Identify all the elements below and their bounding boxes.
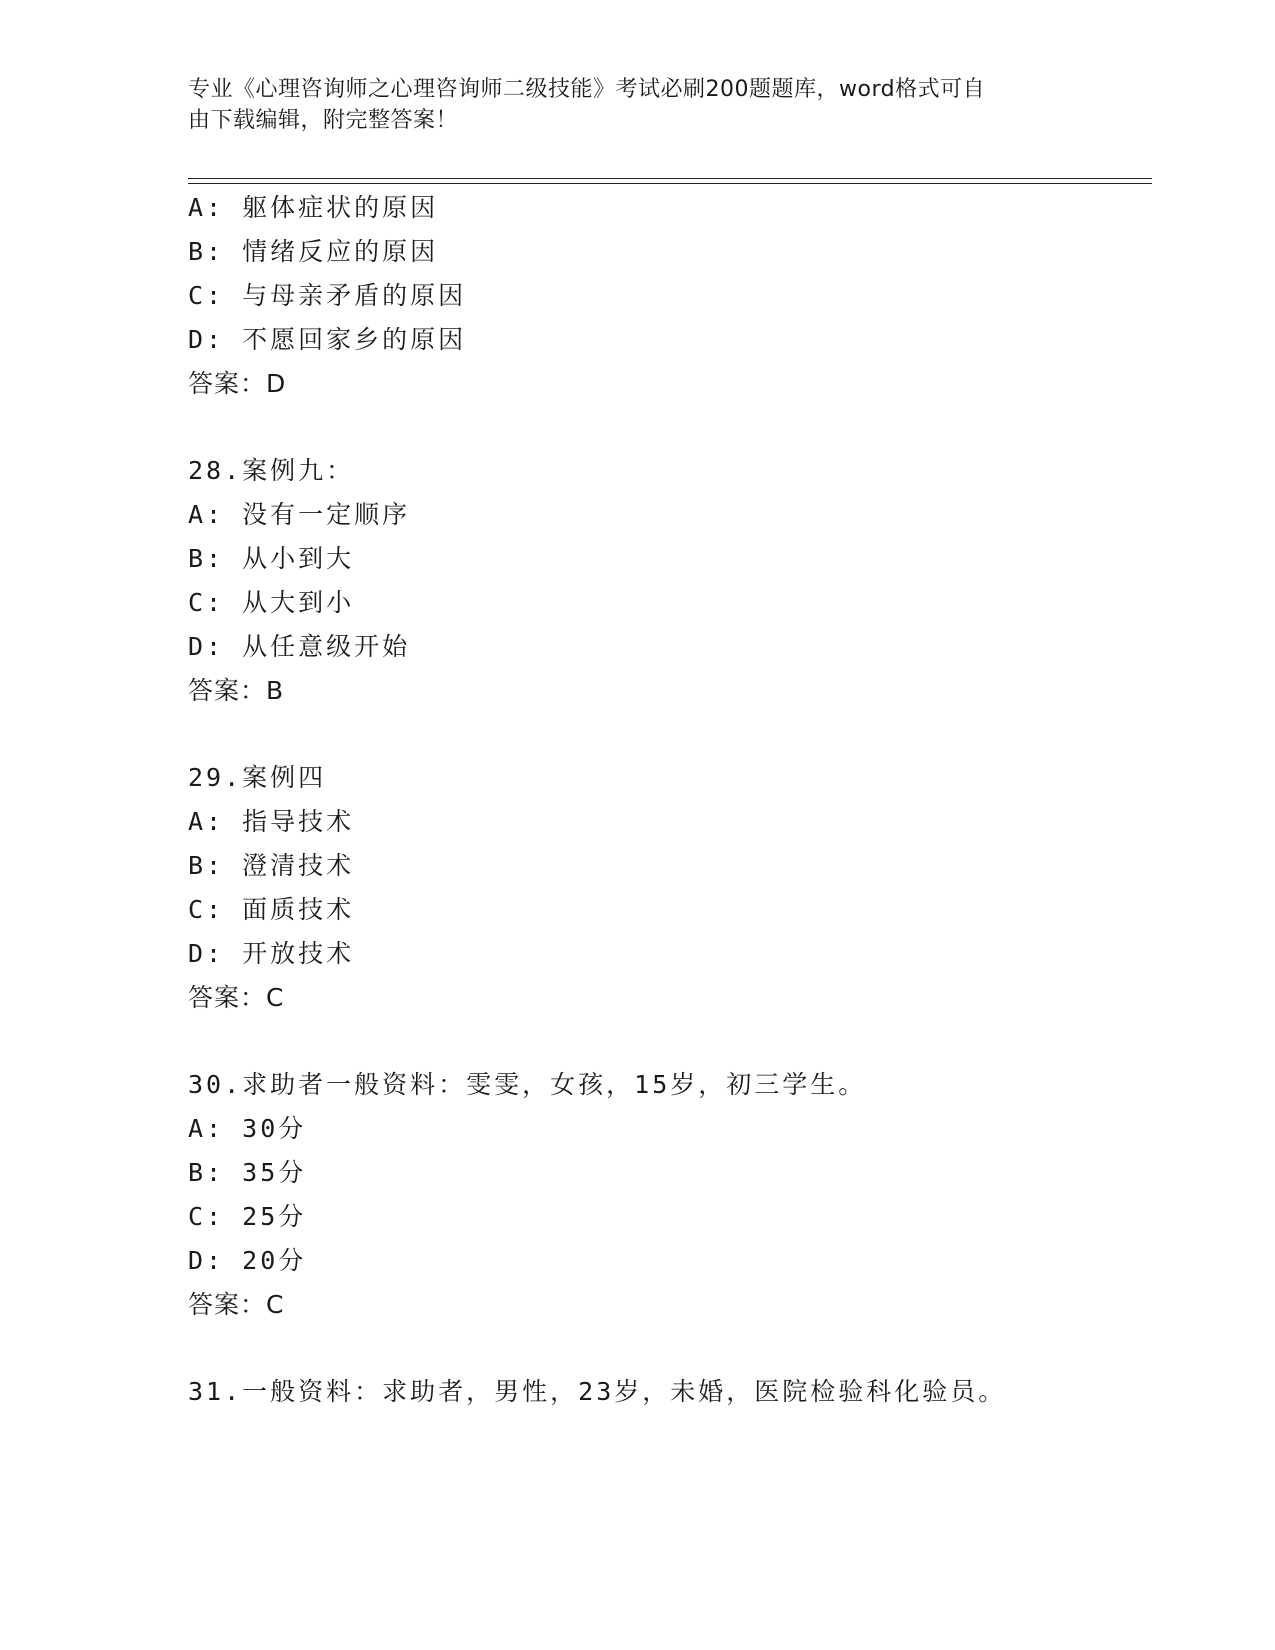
question-stem: 30.求助者一般资料：雯雯，女孩，15岁，初三学生。 xyxy=(188,1070,867,1099)
option-b: B: 情绪反应的原因 xyxy=(188,237,439,266)
question-stem: 29.案例四 xyxy=(188,763,327,792)
option-a: A: 没有一定顺序 xyxy=(188,500,411,529)
header-divider-bottom xyxy=(188,183,1152,184)
option-b: B: 35分 xyxy=(188,1158,307,1187)
header-line-1: 专业《心理咨询师之心理咨询师二级技能》考试必刷200题题库，word格式可自 xyxy=(188,77,986,102)
header-divider-top xyxy=(188,178,1152,179)
option-d: D: 不愿回家乡的原因 xyxy=(188,325,467,354)
option-d: D: 从任意级开始 xyxy=(188,632,411,661)
question-stem: 28.案例九： xyxy=(188,456,355,485)
option-c: C: 25分 xyxy=(188,1202,307,1231)
answer-line: 答案：B xyxy=(188,676,285,705)
option-d: D: 20分 xyxy=(188,1246,307,1275)
option-c: C: 与母亲矛盾的原因 xyxy=(188,281,467,310)
header-line-2: 由下载编辑，附完整答案！ xyxy=(188,108,459,133)
answer-line: 答案：C xyxy=(188,983,285,1012)
option-a: A: 躯体症状的原因 xyxy=(188,193,439,222)
option-d: D: 开放技术 xyxy=(188,939,355,968)
answer-line: 答案：C xyxy=(188,1290,285,1319)
option-c: C: 面质技术 xyxy=(188,895,355,924)
option-c: C: 从大到小 xyxy=(188,588,355,617)
option-b: B: 从小到大 xyxy=(188,544,355,573)
question-stem: 31.一般资料：求助者，男性，23岁，未婚，医院检验科化验员。 xyxy=(188,1377,1007,1406)
option-b: B: 澄清技术 xyxy=(188,851,355,880)
document-header xyxy=(188,74,1068,136)
option-a: A: 指导技术 xyxy=(188,807,355,836)
answer-line: 答案：D xyxy=(188,369,287,398)
option-a: A: 30分 xyxy=(188,1114,307,1143)
